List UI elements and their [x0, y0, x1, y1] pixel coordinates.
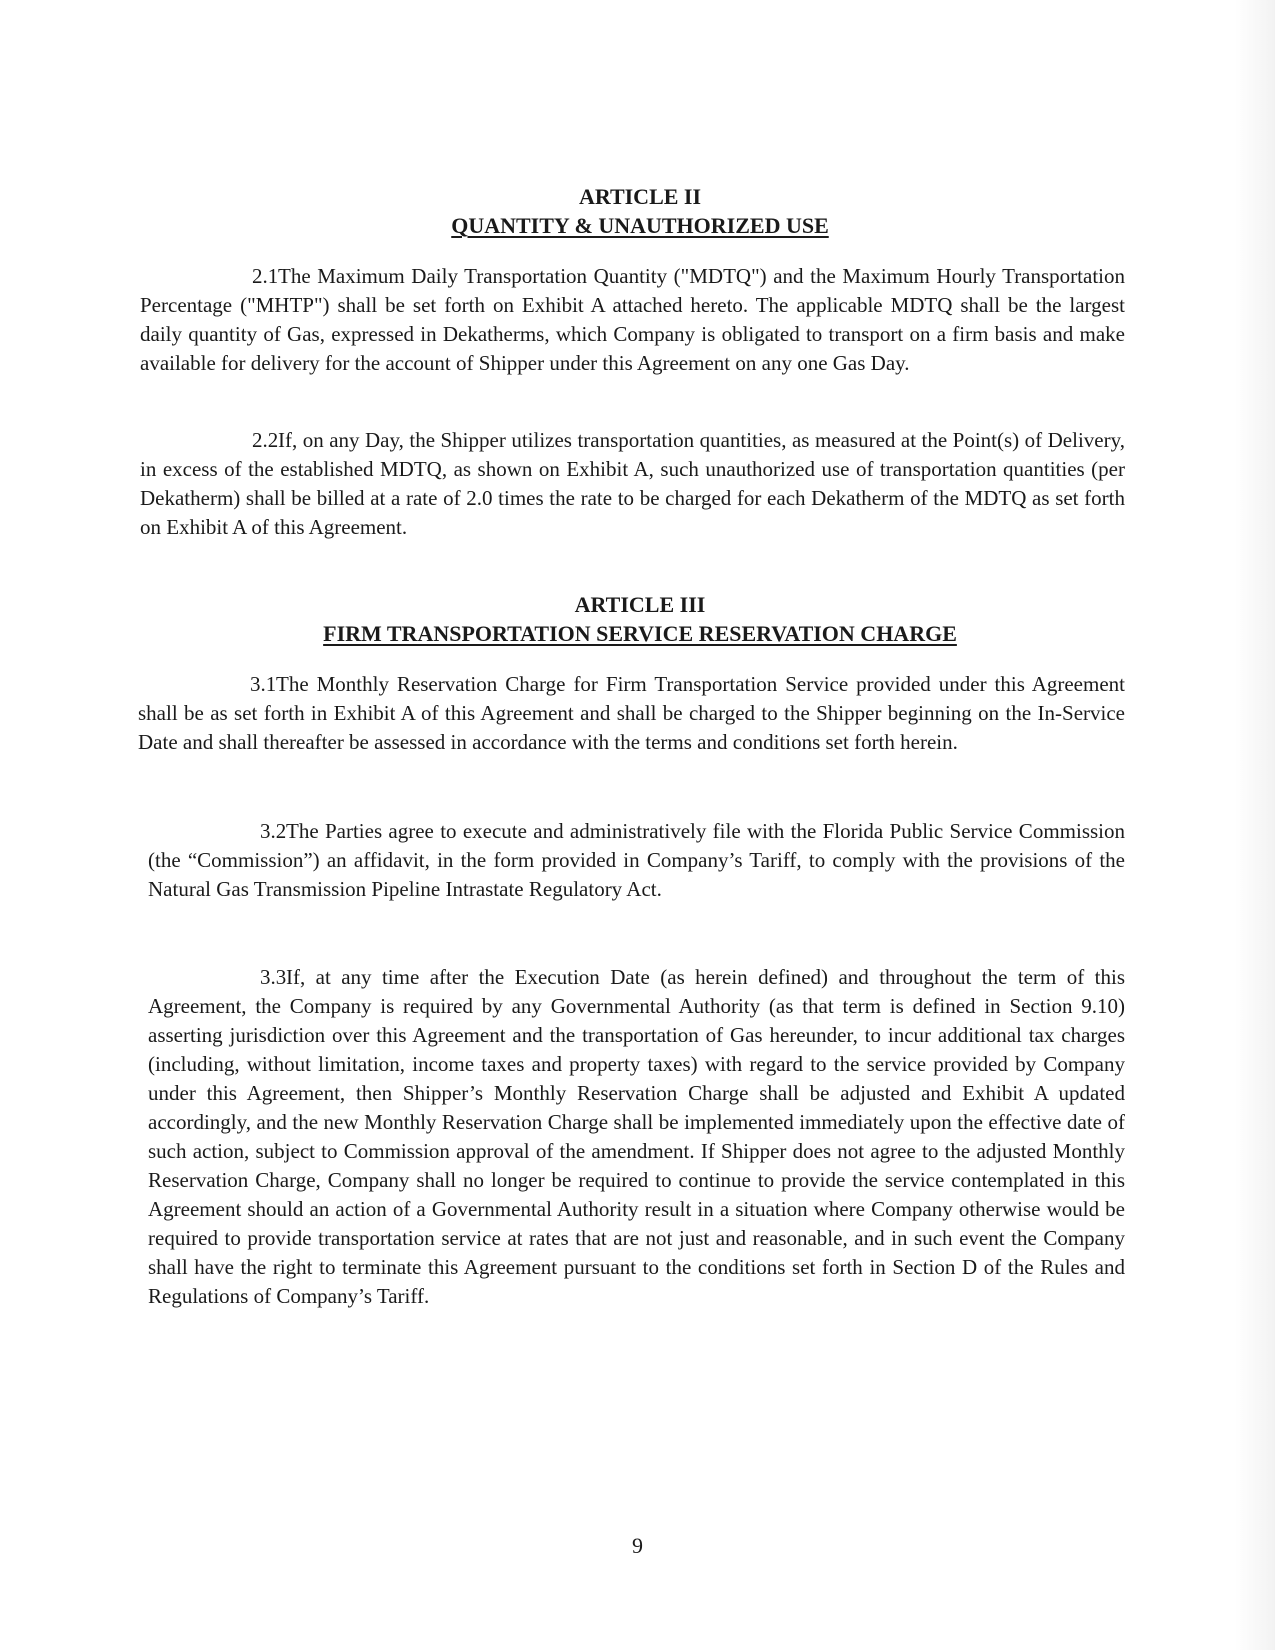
section-number: 2.2: [252, 428, 279, 452]
section-3-3: [148, 963, 1125, 1311]
section-number: 3.3: [260, 965, 287, 989]
section-3-2: [148, 817, 1125, 904]
page-number: 9: [632, 1533, 643, 1558]
section-text: The Maximum Daily Transportation Quantity ("MDTQ") and the Maximum Hourly Transportation Percentage ("MHTP") shall be set forth on Exhibit A attached hereto. The applicable MDTQ shall be the largest daily quantity of Gas, expressed in Dekatherms, which Company is obligated to transport on a firm basis and make available for delivery for the account of Shipper under this Agreement on any one Gas Day.: [140, 264, 1125, 375]
section-text: If, at any time after the Execution Date (as herein defined) and throughout the term of this Agreement, the Company is required by any Governmental Authority (as that term is defined in Section 9.10) asserting jurisdiction over this Agreement and the transportation of Gas hereunder, to incur additional tax charges (including, without limitation, income taxes and property taxes) with regard to the service provided by Company under this Agreement, then Shipper’s Monthly Reservation Charge shall be adjusted and Exhibit A updated accordingly, and the new Monthly Reservation Charge shall be implemented immediately upon the effective date of such action, subject to Commission approval of the amendment. If Shipper does not agree to the adjusted Monthly Reservation Charge, Company shall no longer be required to continue to provide the service contemplated in this Agreement should an action of a Governmental Authority result in a situation where Company otherwise would be required to provide transportation service at rates that are not just and reasonable, and in such event the Company shall have the right to terminate this Agreement pursuant to the conditions set forth in Section D of the Rules and Regulations of Company’s Tariff.: [148, 965, 1125, 1308]
section-2-1: [140, 262, 1125, 378]
article-iii-title: ARTICLE III: [574, 592, 706, 617]
scan-edge-shadow: [1235, 0, 1275, 1650]
section-text: The Parties agree to execute and administratively file with the Florida Public Service Commission (the “Commission”) an affidavit, in the form provided in Company’s Tariff, to comply with the provisions of the Natural Gas Transmission Pipeline Intrastate Regulatory Act.: [148, 819, 1125, 901]
section-number: 2.1: [252, 264, 279, 288]
section-text: The Monthly Reservation Charge for Firm Transportation Service provided under this Agreement shall be as set forth in Exhibit A of this Agreement and shall be charged to the Shipper beginning on the In-Service Date and shall thereafter be assessed in accordance with the terms and conditions set forth herein.: [138, 672, 1125, 754]
article-iii-heading: [140, 590, 1140, 648]
article-ii-title: ARTICLE II: [578, 184, 702, 209]
section-number: 3.1: [250, 672, 277, 696]
section-3-1: [138, 670, 1125, 757]
article-ii-subtitle: QUANTITY & UNAUTHORIZED USE: [451, 213, 829, 238]
section-2-2: [140, 426, 1125, 542]
article-ii-heading: [140, 182, 1140, 240]
section-number: 3.2: [260, 819, 287, 843]
article-iii-subtitle: FIRM TRANSPORTATION SERVICE RESERVATION CHARGE: [323, 621, 957, 646]
section-text: If, on any Day, the Shipper utilizes transportation quantities, as measured at the Point(s) of Delivery, in excess of the established MDTQ, as shown on Exhibit A, such unauthorized use of transportation quantities (per Dekatherm) shall be billed at a rate of 2.0 times the rate to be charged for each Dekatherm of the MDTQ as set forth on Exhibit A of this Agreement.: [140, 428, 1125, 539]
